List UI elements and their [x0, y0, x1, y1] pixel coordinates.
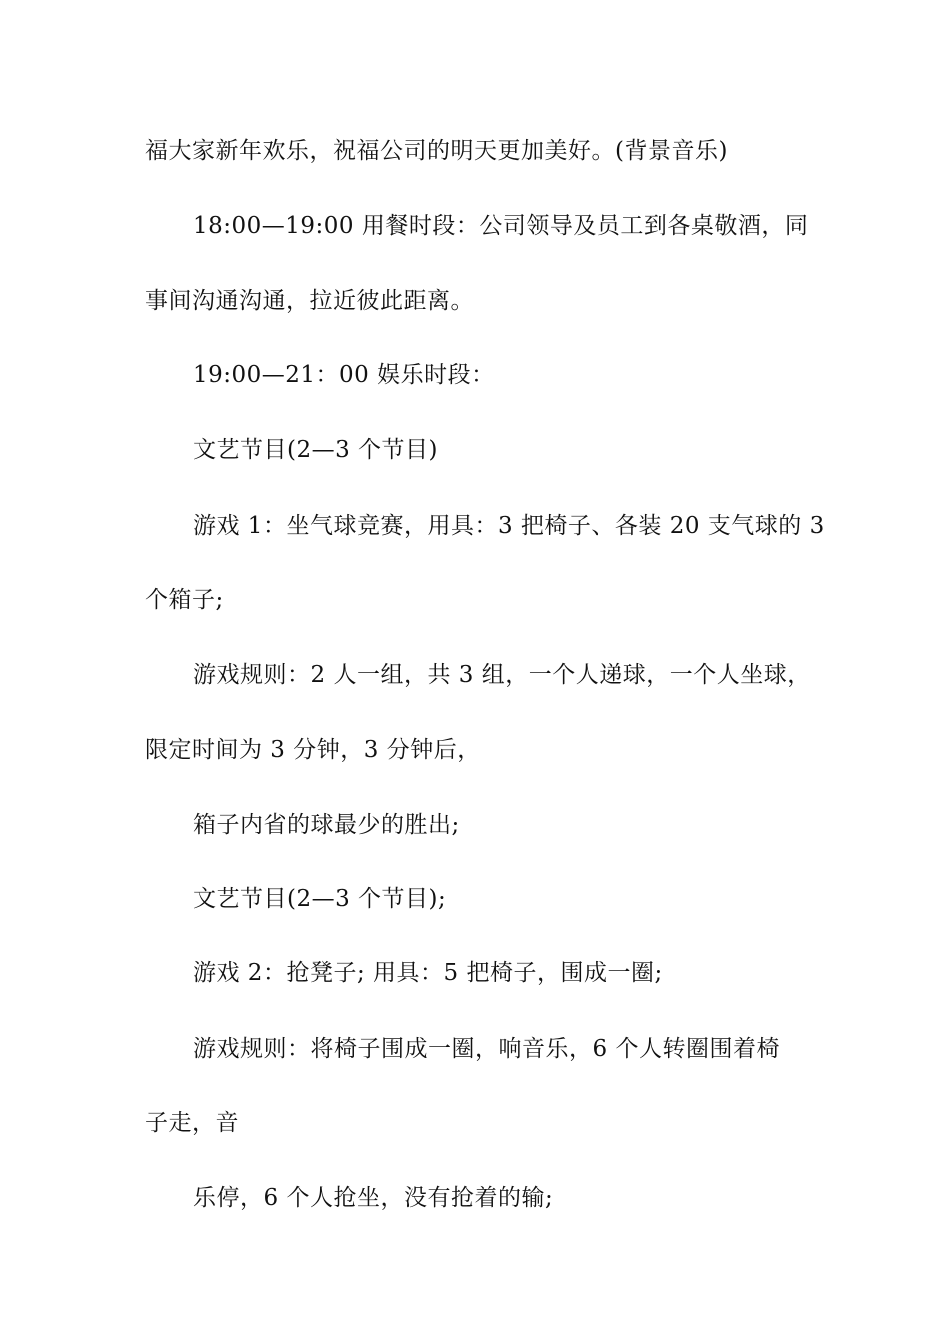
- paragraph-line: 游戏 1：坐气球竞赛，用具：3 把椅子、各装 20 支气球的 3: [193, 513, 825, 539]
- paragraph-line: 游戏 2：抢凳子; 用具：5 把椅子，围成一圈;: [193, 960, 663, 986]
- paragraph-line: 个箱子;: [145, 587, 224, 613]
- paragraph-line: 文艺节目(2—3 个节目);: [193, 886, 447, 912]
- paragraph-line: 乐停，6 个人抢坐，没有抢着的输;: [193, 1185, 554, 1211]
- paragraph-line: 18:00—19:00 用餐时段：公司领导及员工到各桌敬酒，同: [193, 213, 809, 239]
- paragraph-line: 19:00—21：00 娱乐时段：: [193, 362, 495, 388]
- paragraph-line: 事间沟通沟通，拉近彼此距离。: [145, 288, 474, 314]
- paragraph-line: 游戏规则：2 人一组，共 3 组，一个人递球，一个人坐球，: [193, 662, 811, 688]
- paragraph-line: 游戏规则：将椅子围成一圈，响音乐，6 个人转圈围着椅: [193, 1036, 780, 1062]
- paragraph-line: 子走，音: [145, 1110, 239, 1136]
- paragraph-line: 箱子内省的球最少的胜出;: [193, 812, 460, 838]
- paragraph-line: 文艺节目(2—3 个节目): [193, 437, 439, 463]
- paragraph-line: 限定时间为 3 分钟，3 分钟后，: [145, 737, 481, 763]
- paragraph-line: 福大家新年欢乐，祝福公司的明天更加美好。(背景音乐): [145, 138, 728, 164]
